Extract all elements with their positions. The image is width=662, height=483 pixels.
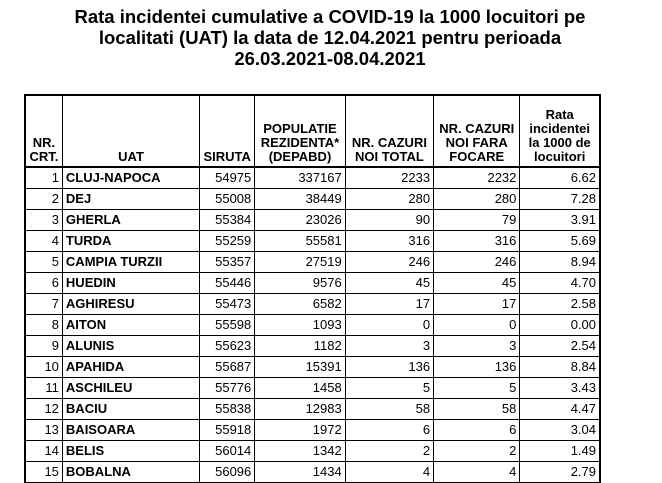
cell-populatie: 9576: [255, 273, 345, 294]
table-row: [25, 420, 600, 441]
cell-rata: 1.49: [520, 441, 600, 462]
cell-cazuri-total: 45: [345, 273, 433, 294]
cell-siruta: 55623: [200, 336, 255, 357]
cell-nr: 8: [25, 315, 62, 336]
cell-siruta: 55259: [200, 231, 255, 252]
cell-uat: GHERLA: [62, 210, 199, 231]
cell-uat: ASCHILEU: [62, 378, 199, 399]
table-row: [25, 189, 600, 210]
cell-nr: 13: [25, 420, 62, 441]
cell-populatie: 23026: [255, 210, 345, 231]
cell-siruta: 56096: [200, 462, 255, 483]
title-line-3: 26.03.2021-08.04.2021: [234, 48, 426, 69]
cell-populatie: 6582: [255, 294, 345, 315]
cell-rata: 4.47: [520, 399, 600, 420]
header-cazuri-total: NR. CAZURI NOI TOTAL: [345, 95, 433, 167]
cell-rata: 4.70: [520, 273, 600, 294]
cell-siruta: 55384: [200, 210, 255, 231]
cell-nr: 10: [25, 357, 62, 378]
cell-populatie: 12983: [255, 399, 345, 420]
cell-cazuri-total: 316: [345, 231, 433, 252]
cell-populatie: 1972: [255, 420, 345, 441]
cell-rata: 2.79: [520, 462, 600, 483]
cell-nr: 2: [25, 189, 62, 210]
cell-rata: 3.91: [520, 210, 600, 231]
table-row: [25, 231, 600, 252]
cell-rata: 2.54: [520, 336, 600, 357]
table-row: [25, 357, 600, 378]
cell-populatie: 38449: [255, 189, 345, 210]
table-row: [25, 294, 600, 315]
table-row: [25, 315, 600, 336]
cell-cazuri-fara-focare: 136: [434, 357, 520, 378]
cell-cazuri-total: 280: [345, 189, 433, 210]
table-row: [25, 399, 600, 420]
cell-siruta: 55473: [200, 294, 255, 315]
cell-cazuri-total: 246: [345, 252, 433, 273]
cell-cazuri-total: 4: [345, 462, 433, 483]
cell-nr: 5: [25, 252, 62, 273]
cell-cazuri-fara-focare: 2232: [434, 167, 520, 189]
cell-cazuri-fara-focare: 17: [434, 294, 520, 315]
table-row: [25, 252, 600, 273]
table-row: [25, 167, 600, 189]
header-rata: Rata incidentei la 1000 de locuitori: [520, 95, 600, 167]
cell-nr: 1: [25, 167, 62, 189]
cell-uat: HUEDIN: [62, 273, 199, 294]
cell-cazuri-fara-focare: 316: [434, 231, 520, 252]
cell-siruta: 55687: [200, 357, 255, 378]
cell-siruta: 55598: [200, 315, 255, 336]
title-line-2: localitati (UAT) la data de 12.04.2021 pentru perioada: [98, 27, 562, 48]
cell-populatie: 15391: [255, 357, 345, 378]
cell-cazuri-total: 2233: [345, 167, 433, 189]
cell-cazuri-total: 136: [345, 357, 433, 378]
cell-cazuri-fara-focare: 2: [434, 441, 520, 462]
cell-uat: BACIU: [62, 399, 199, 420]
cell-populatie: 1342: [255, 441, 345, 462]
cell-cazuri-fara-focare: 3: [434, 336, 520, 357]
cell-populatie: 337167: [255, 167, 345, 189]
cell-rata: 8.84: [520, 357, 600, 378]
table-row: [25, 273, 600, 294]
cell-uat: BELIS: [62, 441, 199, 462]
cell-siruta: 55446: [200, 273, 255, 294]
cell-cazuri-fara-focare: 45: [434, 273, 520, 294]
cell-populatie: 55581: [255, 231, 345, 252]
cell-cazuri-total: 6: [345, 420, 433, 441]
cell-siruta: 56014: [200, 441, 255, 462]
cell-populatie: 1434: [255, 462, 345, 483]
cell-uat: APAHIDA: [62, 357, 199, 378]
cell-cazuri-total: 58: [345, 399, 433, 420]
cell-nr: 3: [25, 210, 62, 231]
cell-cazuri-total: 17: [345, 294, 433, 315]
cell-nr: 4: [25, 231, 62, 252]
cell-siruta: 55918: [200, 420, 255, 441]
cell-rata: 8.94: [520, 252, 600, 273]
header-siruta: SIRUTA: [200, 95, 255, 167]
cell-rata: 3.04: [520, 420, 600, 441]
cell-cazuri-total: 90: [345, 210, 433, 231]
cell-nr: 7: [25, 294, 62, 315]
table-row: [25, 441, 600, 462]
header-populatie: POPULATIE REZIDENTA* (DEPABD): [255, 95, 345, 167]
cell-siruta: 55838: [200, 399, 255, 420]
cell-cazuri-fara-focare: 4: [434, 462, 520, 483]
cell-uat: CLUJ-NAPOCA: [62, 167, 199, 189]
cell-rata: 3.43: [520, 378, 600, 399]
cell-cazuri-total: 5: [345, 378, 433, 399]
cell-cazuri-fara-focare: 280: [434, 189, 520, 210]
cell-uat: BOBALNA: [62, 462, 199, 483]
cell-rata: 0.00: [520, 315, 600, 336]
cell-cazuri-fara-focare: 0: [434, 315, 520, 336]
cell-nr: 12: [25, 399, 62, 420]
cell-uat: ALUNIS: [62, 336, 199, 357]
cell-cazuri-fara-focare: 79: [434, 210, 520, 231]
cell-nr: 14: [25, 441, 62, 462]
cell-cazuri-total: 2: [345, 441, 433, 462]
cell-nr: 15: [25, 462, 62, 483]
cell-siruta: 54975: [200, 167, 255, 189]
cell-nr: 11: [25, 378, 62, 399]
cell-siruta: 55776: [200, 378, 255, 399]
cell-populatie: 27519: [255, 252, 345, 273]
cell-nr: 9: [25, 336, 62, 357]
table-header-row: [25, 95, 600, 167]
header-nr-crt: NR. CRT.: [25, 95, 62, 167]
cell-rata: 2.58: [520, 294, 600, 315]
cell-rata: 5.69: [520, 231, 600, 252]
table-row: [25, 336, 600, 357]
cell-uat: CAMPIA TURZII: [62, 252, 199, 273]
cell-populatie: 1458: [255, 378, 345, 399]
cell-uat: AITON: [62, 315, 199, 336]
cell-cazuri-fara-focare: 58: [434, 399, 520, 420]
cell-siruta: 55008: [200, 189, 255, 210]
incidence-table: [24, 94, 601, 483]
cell-uat: DEJ: [62, 189, 199, 210]
cell-populatie: 1182: [255, 336, 345, 357]
header-cazuri-fara-focare: NR. CAZURI NOI FARA FOCARE: [434, 95, 520, 167]
cell-cazuri-total: 3: [345, 336, 433, 357]
cell-uat: BAISOARA: [62, 420, 199, 441]
title-line-1: Rata incidentei cumulative a COVID-19 la 1000 locuitori pe: [74, 6, 586, 27]
cell-rata: 7.28: [520, 189, 600, 210]
table-row: [25, 462, 600, 483]
cell-siruta: 55357: [200, 252, 255, 273]
cell-cazuri-fara-focare: 6: [434, 420, 520, 441]
cell-uat: TURDA: [62, 231, 199, 252]
cell-uat: AGHIRESU: [62, 294, 199, 315]
cell-cazuri-fara-focare: 5: [434, 378, 520, 399]
table-row: [25, 378, 600, 399]
header-uat: UAT: [62, 95, 199, 167]
document-title: [20, 6, 640, 69]
cell-nr: 6: [25, 273, 62, 294]
cell-cazuri-total: 0: [345, 315, 433, 336]
cell-cazuri-fara-focare: 246: [434, 252, 520, 273]
table-row: [25, 210, 600, 231]
cell-populatie: 1093: [255, 315, 345, 336]
cell-rata: 6.62: [520, 167, 600, 189]
